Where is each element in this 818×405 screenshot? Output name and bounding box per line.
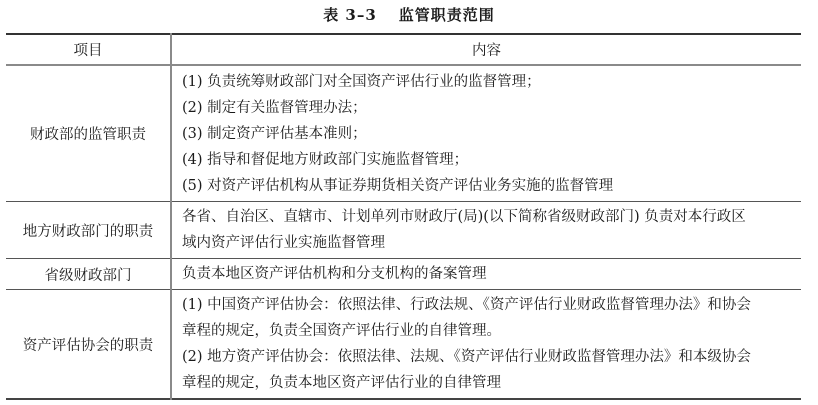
content-line: (5) 对资产评估机构从事证券期货相关资产评估业务实施的监督管理 bbox=[182, 177, 614, 194]
row-label: 资产评估协会的职责 bbox=[6, 290, 171, 400]
table-number: 表 3–3 bbox=[323, 6, 377, 24]
row-label: 地方财政部门的职责 bbox=[6, 202, 171, 259]
table-row-appraisal-association bbox=[6, 290, 801, 400]
content-line: (4) 指导和督促地方财政部门实施监督管理； bbox=[182, 151, 469, 168]
table-caption bbox=[0, 4, 818, 26]
content-line: (1) 中国资产评估协会：依照法律、行政法规、《资产评估行业财政监督管理办法》和协会 bbox=[182, 297, 751, 313]
content-line: 各省、自治区、直辖市、计划单列市财政厅(局)(以下简称省级财政部门) 负责对本行政区 bbox=[182, 209, 746, 225]
supervision-duties-table bbox=[6, 33, 801, 400]
content-line: (2) 地方资产评估协会：依照法律、法规、《资产评估行业财政监督管理办法》和本级协会 bbox=[182, 349, 751, 365]
row-content bbox=[171, 290, 801, 400]
content-line: 章程的规定，负责全国资产评估行业的自律管理。 bbox=[182, 323, 501, 339]
content-line: 章程的规定，负责本地区资产评估行业的自律管理 bbox=[182, 375, 501, 391]
content-line: (2) 制定有关监督管理办法； bbox=[182, 99, 367, 116]
table-row-provincial-finance-departments bbox=[6, 259, 801, 290]
row-label: 财政部的监管职责 bbox=[6, 65, 171, 202]
row-content bbox=[171, 65, 801, 202]
content-line: 域内资产评估行业实施监督管理 bbox=[182, 235, 385, 251]
table-row-local-finance-departments bbox=[6, 202, 801, 259]
table-row-ministry-of-finance bbox=[6, 65, 801, 202]
content-line: (1) 负责统筹财政部门对全国资产评估行业的监督管理； bbox=[182, 73, 541, 90]
row-content bbox=[171, 202, 801, 259]
content-line: (3) 制定资产评估基本准则； bbox=[182, 125, 367, 142]
row-label: 省级财政部门 bbox=[6, 259, 171, 290]
content-line: 负责本地区资产评估机构和分支机构的备案管理 bbox=[182, 266, 487, 282]
table-header-row bbox=[6, 34, 801, 65]
header-item: 项目 bbox=[6, 34, 171, 65]
table-title: 监管职责范围 bbox=[398, 6, 495, 24]
header-content: 内容 bbox=[171, 34, 801, 65]
row-content bbox=[171, 259, 801, 290]
